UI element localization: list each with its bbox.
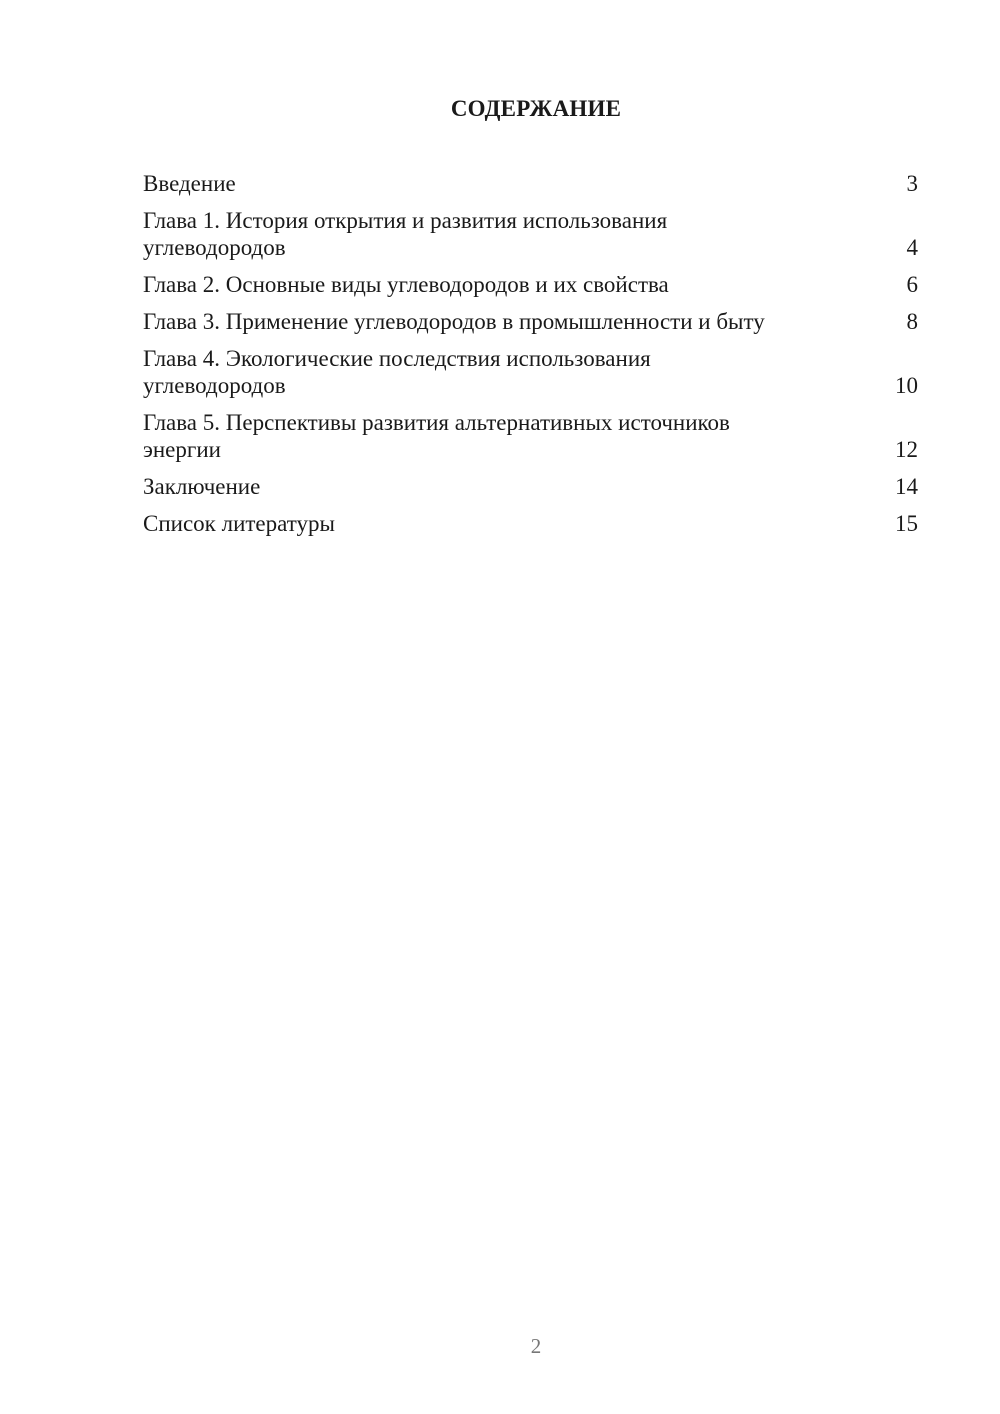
toc-entry-chapter-3[interactable] [143, 308, 918, 335]
toc-list [143, 170, 918, 547]
toc-entry-text: Введение [143, 171, 236, 196]
toc-entry-text: Глава 5. Перспективы развития альтернативных источников энергии [143, 410, 730, 462]
toc-entry-page: 6 [906, 272, 918, 297]
toc-entry-references[interactable] [143, 510, 918, 537]
page-number: 2 [530, 1334, 542, 1358]
toc-entry-chapter-2[interactable] [143, 271, 918, 298]
toc-entry-text: Глава 2. Основные виды углеводородов и их свойства [143, 272, 669, 297]
toc-title: СОДЕРЖАНИЕ [450, 96, 622, 121]
toc-entry-text: Глава 1. История открытия и развития использования углеводородов [143, 208, 668, 260]
toc-entry-page: 12 [895, 437, 918, 462]
toc-entry-conclusion[interactable] [143, 473, 918, 500]
toc-entry-introduction[interactable] [143, 170, 918, 197]
toc-entry-page: 4 [906, 235, 918, 260]
toc-entry-page: 15 [895, 511, 918, 536]
toc-entry-chapter-1[interactable] [143, 207, 918, 261]
toc-entry-text: Глава 3. Применение углеводородов в промышленности и быту [143, 309, 765, 334]
toc-entry-text: Заключение [143, 474, 261, 499]
toc-entry-text: Глава 4. Экологические последствия использования углеводородов [143, 346, 651, 398]
toc-entry-chapter-4[interactable] [143, 345, 918, 399]
toc-entry-page: 10 [895, 373, 918, 398]
toc-entry-page: 3 [906, 171, 918, 196]
toc-entry-page: 8 [906, 309, 918, 334]
toc-entry-page: 14 [895, 474, 918, 499]
toc-entry-text: Список литературы [143, 511, 335, 536]
toc-entry-chapter-5[interactable] [143, 409, 918, 463]
